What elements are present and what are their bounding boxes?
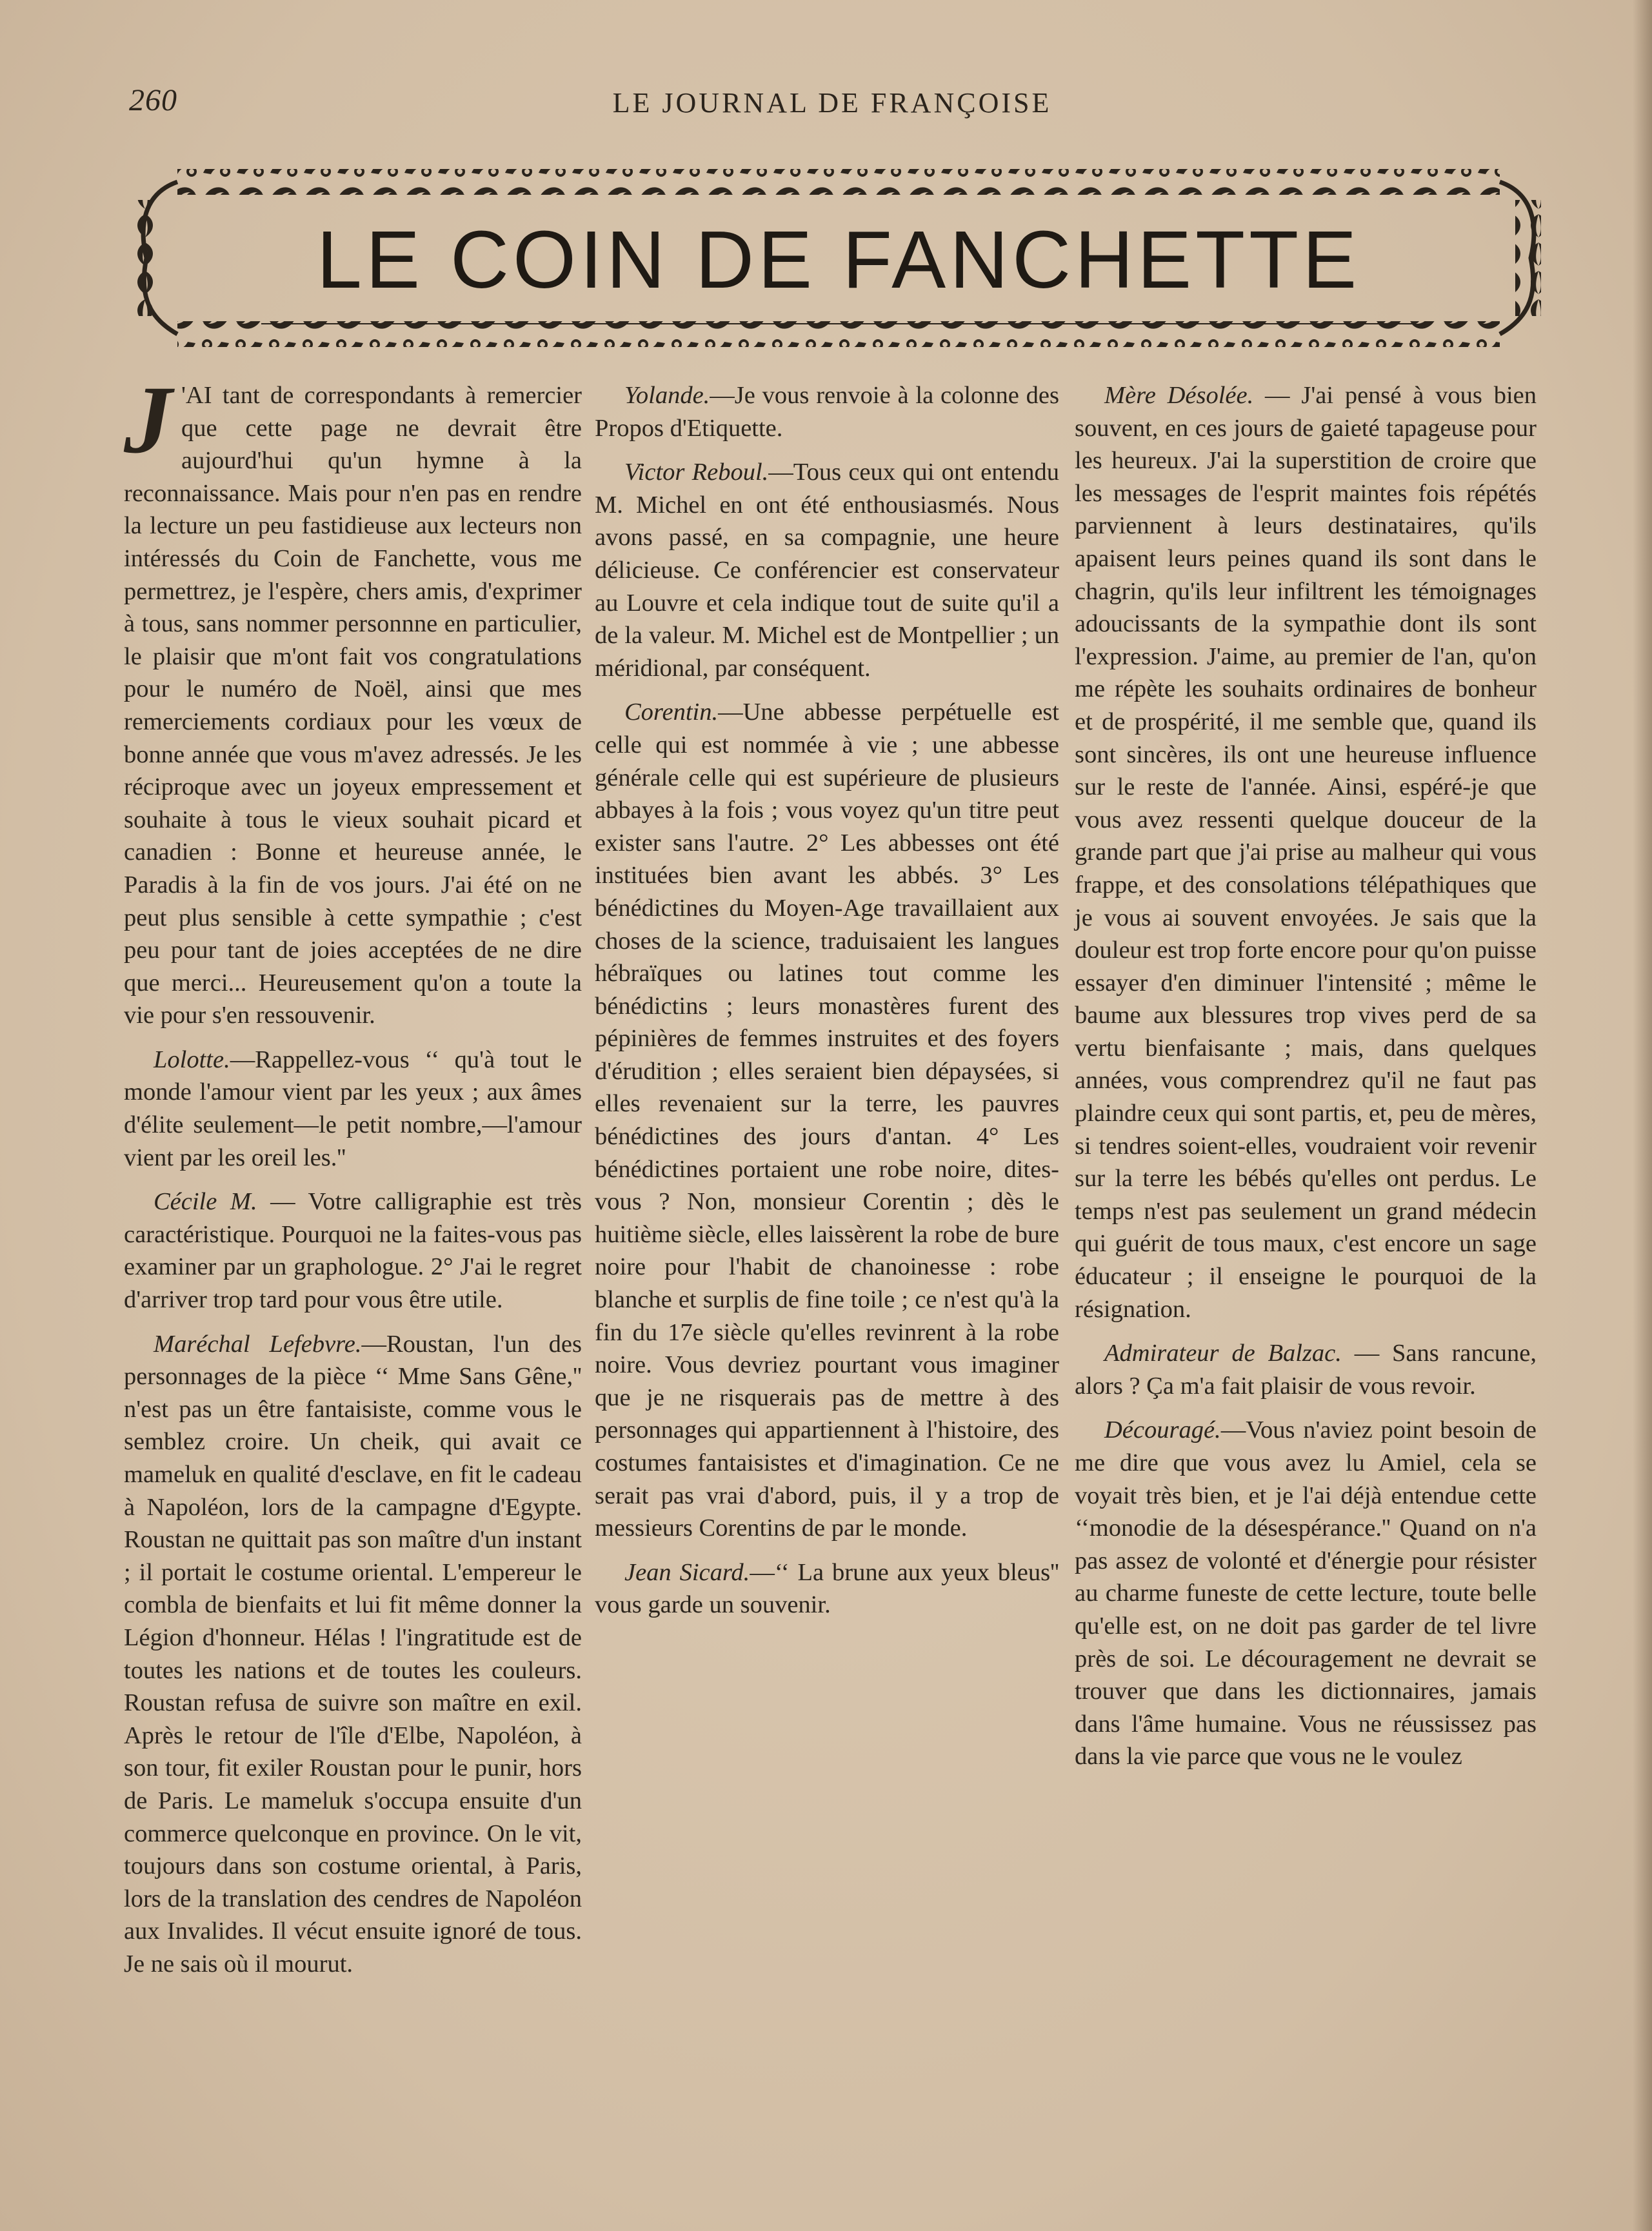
reply-yolande — [595, 379, 1059, 444]
page-edge-shadow — [1633, 0, 1652, 2231]
drop-cap: J — [124, 366, 172, 473]
intro-paragraph — [124, 366, 582, 1032]
running-header — [129, 83, 1535, 134]
reply-name: Victor Reboul. — [624, 459, 769, 486]
reply-name: Jean Sicard. — [624, 1558, 750, 1586]
reply-marechal — [124, 1328, 582, 1981]
reply-text: —Je vous renvoie à la colonne des Propos d'Etiquette. — [595, 382, 1059, 442]
reply-victor — [595, 456, 1059, 684]
reply-text: —Tous ceux qui ont entendu M. Michel en ont été enthousiasmés. Nous avons passé, en sa compagnie, une heure délicieuse. Ce conférencier est conservateur au Louvre et cela indique tout de suite qu'il a de la valeur. M. Michel est de Montpellier ; un méridional, par conséquent. — [595, 459, 1059, 682]
intro-text: 'AI tant de correspondants à remercier que cette page ne devrait être aujourd'hui qu'un hymne à la reconnaissance. Mais pour n'en pas en rendre la lecture un peu fastidieuse aux lecteurs non intéressés du Coin de Fanchette, vous me permettrez, je l'espère, chers amis, d'exprimer à tous, sans nommer personnne en particulier, le plaisir que m'ont fait vos congratulations pour le numéro de Noël, ainsi que mes remerciements cordiaux pour les vœux de bonne année que vous m'avez adressés. Je les réciproque avec un joyeux empressement et souhaite à tous le vieux souhait picard et canadien : Bonne et heureuse année, le Paradis à la fin de vos jours. J'ai été on ne peut plus sensible à cette sympathie ; c'est peu pour tant de joies acceptées de ne dire que merci... Heureusement qu'on a toute la vie pour s'en ressouvenir. — [124, 382, 582, 1029]
reply-cecile — [124, 1185, 582, 1316]
reply-text: — J'ai pensé à vous bien souvent, en ces jours de gaieté tapageuse pour les heureux. J'ai la superstition de croire que les messages de l'esprit maintes fois répétés parviennent à leurs destinataires, qu'ils apaisent leurs peines quand ils sont dans le chagrin, qu'ils leur infiltrent les témoignages adoucissants de la sympathie dont ils sont l'expression. J'aime, au premier de l'an, qu'on me répète les souhaits ordinaires de bonheur et de prospérité, il me semble que, quand ils sont sincères, ils ont une heureuse influence sur le reste de l'année. Ainsi, espéré-je que vous avez ressenti quelque douceur de la grande part que j'ai prise au malheur qui vous frappe, et des consolations télépathiques que je vous ai souvent envoyées. Je sais que la douleur est trop forte encore pour qu'on puisse essayer d'en diminuer l'intensité ; même le baume aux blessures trop vives perd de sa vertu bienfaisante ; mais, dans quelques années, vous comprendrez qu'il ne faut pas plaindre ceux qui sont partis, et, peu de mères, si tendres soient-elles, voudraient voir revenir sur la terre les bébés qu'elles ont perdus. Le temps n'est pas seulement un grand médecin qui guérit de tous maux, c'est encore un sage éducateur ; il enseigne le pourquoi de la résignation. — [1075, 382, 1537, 1323]
reply-text: —‘‘ La brune aux yeux bleus'' vous garde un souvenir. — [595, 1558, 1059, 1619]
reply-mere — [1075, 379, 1537, 1325]
reply-text: — Votre calligraphie est très caractéristique. Pourquoi ne la faites-vous pas examiner par un graphologue. 2° J'ai le regret d'arriver trop tard pour vous être utile. — [124, 1188, 582, 1314]
reply-jean — [595, 1556, 1059, 1621]
reply-name: Corentin. — [624, 699, 719, 726]
reply-text: —Roustan, l'un des personnages de la pièce ‘‘ Mme Sans Gêne,'' n'est pas un être fantaisiste, comme vous le semblez croire. Un cheik, qui avait ce mameluk en qualité d'esclave, en fit le cadeau à Napoléon, lors de la campagne d'Egypte. Roustan ne quittait pas son maître d'un instant ; il portait le costume oriental. L'empereur le combla de bienfaits et lui fit même donner la Légion d'honneur. Hélas ! l'ingratitude est de toutes les nations et de toutes les couleurs. Roustan refusa de suivre son maître en exil. Après le retour de l'île d'Elbe, Napoléon, à son tour, fit exiler Roustan pour le punir, hors de Paris. Le mameluk s'occupa ensuite d'un commerce quelconque en province. On le vit, toujours dans son costume oriental, à Paris, lors de la translation des cendres de Napoléon aux Invalides. Il vécut ensuite ignoré de tous. Je ne sais où il mourut. — [124, 1330, 582, 1978]
reply-name: Admirateur de Balzac. — [1104, 1340, 1342, 1367]
reply-name: Découragé. — [1104, 1416, 1221, 1444]
text-column-1 — [124, 366, 582, 2088]
reply-lolotte — [124, 1044, 582, 1174]
page-title: LE COIN DE FANCHETTE — [316, 214, 1361, 305]
reply-decourage — [1075, 1414, 1537, 1773]
reply-text: — Sans rancune, alors ? Ça m'a fait plaisir de vous revoir. — [1075, 1340, 1537, 1400]
reply-name: Lolotte. — [154, 1046, 230, 1073]
reply-corentin — [595, 696, 1059, 1544]
text-column-3 — [1075, 379, 1537, 2088]
journal-title: LE JOURNAL DE FRANÇOISE — [612, 87, 1052, 119]
reply-text: —Une abbesse perpétuelle est celle qui est nommée à vie ; une abbesse générale celle qui est supérieure de plusieurs abbayes à la fois ; vous voyez qu'un titre peut exister sans l'autre. 2° Les abbesses ont été instituées bien avant les abbés. 3° Les bénédictines du Moyen-Age travaillaient aux choses de la science, traduisaient les langues hébraïques ou latines tout comme les bénédictins ; leurs monastères furent des pépinières de femmes instruites et des foyers d'érudition ; elles seraient bien dépaysées, si elles revenaient sur la terre, les pauvres bénédictines des jours d'antan. 4° Les bénédictines portaient une robe noire, dites-vous ? Non, monsieur Corentin ; dès le huitième siècle, elles laissèrent la robe de bure noire pour l'habit de chanoinesse : robe blanche et surplis de fine toile ; ce n'est qu'à la fin du 17e siècle qu'elles revinrent à la robe noire. Vous devriez pourtant vous imaginer que je ne risquerais pas de mettre à des personnages qui appartiennent à l'histoire, des costumes fantaisistes et d'imagination. Ce ne serait pas vrai d'abord, puis, il y a trop de messieurs Corentins de par le monde. — [595, 699, 1059, 1542]
reply-text: —Vous n'aviez point besoin de me dire que vous avez lu Amiel, cela se voyait très bien, et je l'ai déjà entendue cette ‘‘monodie de la désespérance.'' Quand on n'a pas assez de volonté et d'énergie pour résister au charme funeste de cette lecture, toute belle qu'elle est, on ne doit pas garder de tel livre près de soi. Le découragement ne devrait se trouver que dans les dictionnaires, jamais dans l'âme humaine. Vous ne réussissez pas dans la vie parce que vous ne le voulez — [1075, 1416, 1537, 1770]
reply-name: Maréchal Lefebvre. — [154, 1330, 362, 1358]
reply-name: Cécile M. — [154, 1188, 257, 1216]
reply-text: —Rappellez-vous ‘‘ qu'à tout le monde l'amour vient par les yeux ; aux âmes d'élite seulement—le petit nombre,—l'amour vient par les oreil les.'' — [124, 1046, 582, 1171]
reply-balzac — [1075, 1337, 1537, 1402]
text-column-2 — [595, 379, 1059, 2088]
reply-name: Yolande. — [624, 382, 710, 409]
reply-name: Mère Désolée. — [1104, 382, 1254, 409]
page-number: 260 — [129, 83, 177, 117]
section-banner — [132, 155, 1545, 361]
